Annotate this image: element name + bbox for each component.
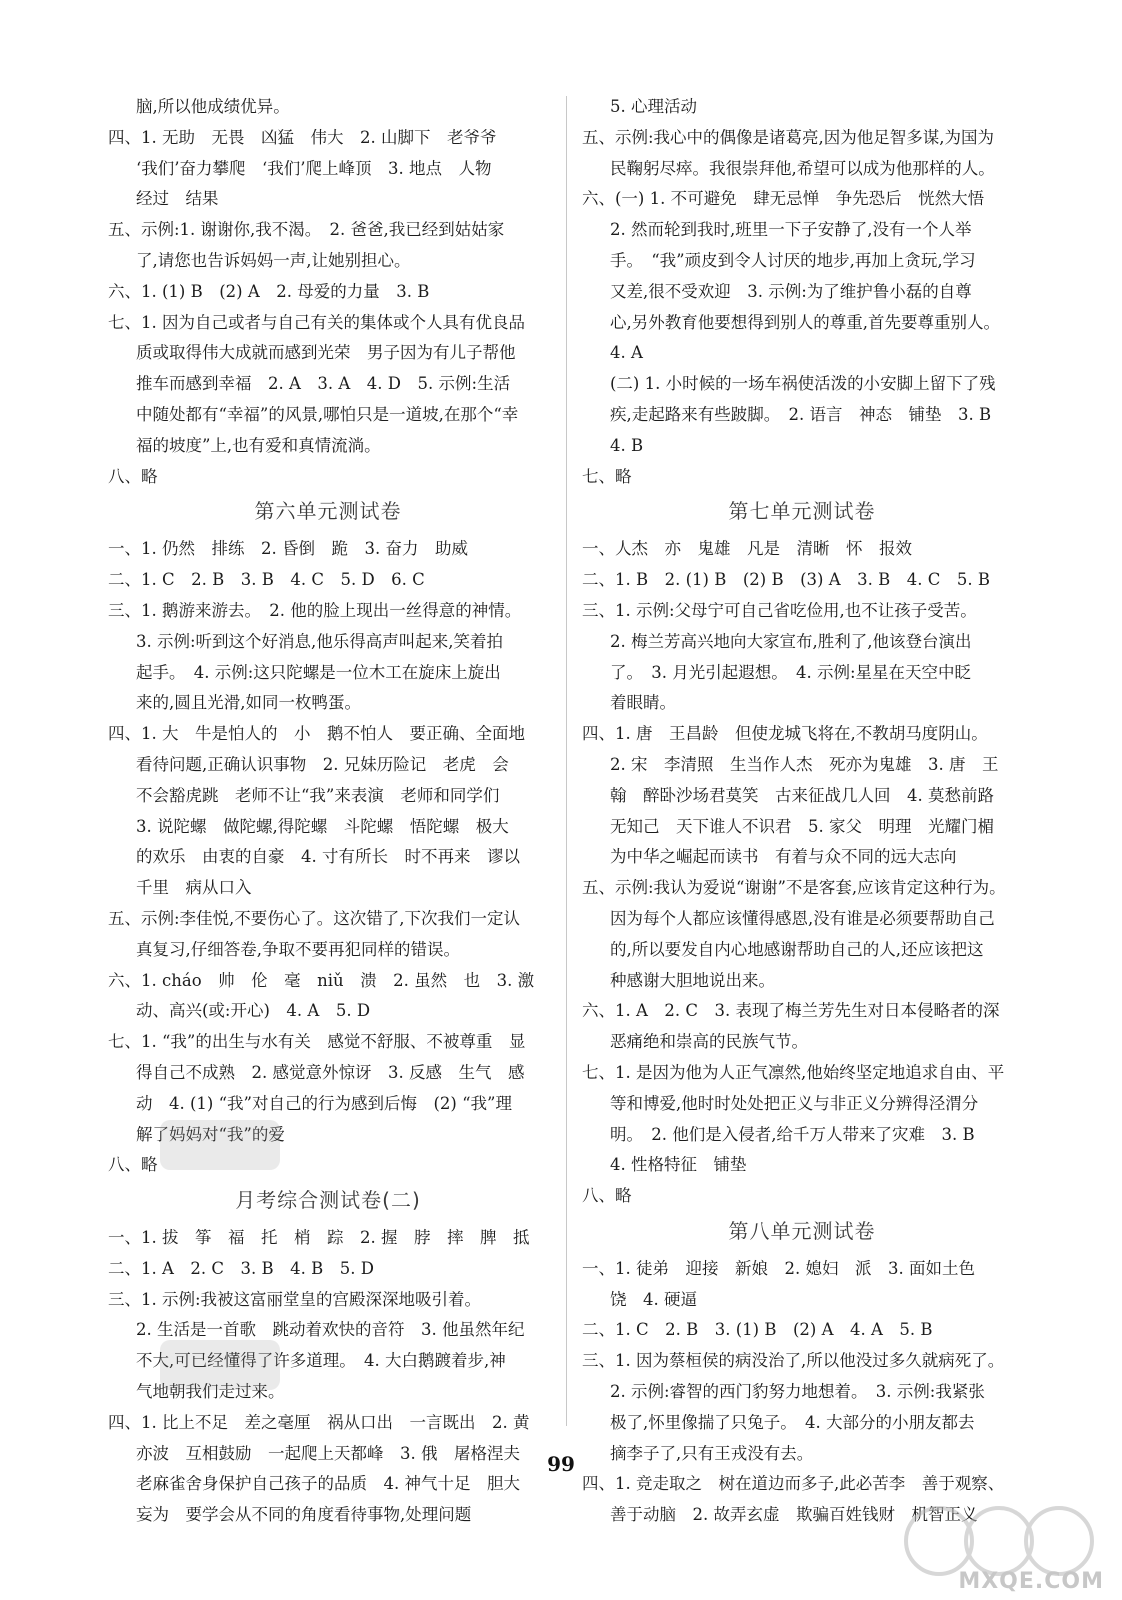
answer-line: 八、略 bbox=[108, 466, 158, 486]
answer-line: 疾,走起路来有些跛脚。 2. 语言 神态 铺垫 3. B bbox=[610, 404, 992, 424]
answer-line: 4. B bbox=[610, 435, 644, 455]
answer-line: 动、高兴(或:开心) 4. A 5. D bbox=[136, 1001, 371, 1021]
section-title: 月考综合测试卷(二) bbox=[235, 1188, 421, 1213]
answer-line: 七、略 bbox=[582, 466, 632, 486]
answer-line: 3. 示例:听到这个好消息,他乐得高声叫起来,笑着拍 bbox=[136, 631, 504, 651]
watermark-stamp bbox=[160, 1340, 280, 1390]
answer-line: 中随处都有“幸福”的风景,哪怕只是一道坡,在那个“幸 bbox=[136, 404, 519, 424]
answer-line: 一、1. 徒弟 迎接 新娘 2. 媳妇 派 3. 面如土色 bbox=[582, 1258, 975, 1278]
answer-line: (二) 1. 小时候的一场车祸使活泼的小安脚上留下了残 bbox=[610, 374, 996, 394]
section-title: 第六单元测试卷 bbox=[254, 499, 402, 524]
answer-line: 四、1. 竞走取之 树在道边而多子,此必苦李 善于观察、 bbox=[582, 1474, 1005, 1494]
answer-line: 五、示例:我心中的偶像是诸葛亮,因为他足智多谋,为国为 bbox=[582, 127, 995, 147]
answer-line: 三、1. 示例:我被这富丽堂皇的宫殿深深地吸引着。 bbox=[108, 1289, 482, 1309]
answer-line: 起手。 4. 示例:这只陀螺是一位木工在旋床上旋出 bbox=[136, 662, 501, 682]
answer-line: 极了,怀里像揣了只兔子。 4. 大部分的小朋友都去 bbox=[610, 1412, 975, 1432]
answer-line: 三、1. 示例:父母宁可自己省吃俭用,也不让孩子受苦。 bbox=[582, 600, 977, 620]
answer-line: 2. 梅兰芳高兴地向大家宣布,胜利了,他该登台演出 bbox=[610, 631, 972, 651]
answer-line: 2. 生活是一首歌 跳动着欢快的音符 3. 他虽然年纪 bbox=[136, 1320, 525, 1340]
answer-line: 动 4. (1) “我”对自己的行为感到后悔 (2) “我”理 bbox=[136, 1093, 512, 1113]
answer-line: 六、(一) 1. 不可避免 肆无忌惮 争先恐后 恍然大悟 bbox=[582, 189, 985, 209]
answer-line: 种感谢大胆地说出来。 bbox=[610, 970, 775, 990]
answer-line: 八、略 bbox=[582, 1186, 632, 1206]
watermark-logo bbox=[894, 1506, 1104, 1596]
answer-line: 不大,可已经懂得了许多道理。 4. 大白鹅踱着步,神 bbox=[136, 1351, 506, 1371]
answer-line: 5. 心理活动 bbox=[610, 97, 697, 116]
answer-line: 的,所以要发自内心地感谢帮助自己的人,还应该把这 bbox=[610, 939, 984, 959]
section-title: 第七单元测试卷 bbox=[728, 499, 876, 524]
answer-line: 六、1. cháo 帅 伦 毫 niǔ 溃 2. 虽然 也 3. 激 bbox=[108, 970, 535, 990]
answer-line: 福的坡度”上,也有爱和真情流淌。 bbox=[136, 435, 381, 455]
answer-line: 善于动脑 2. 故弄玄虚 欺骗百姓钱财 机智正义 bbox=[610, 1505, 978, 1525]
answer-line: ‘我们’奋力攀爬 ‘我们’爬上峰顶 3. 地点 人物 bbox=[136, 158, 492, 178]
answer-line: 五、示例:李佳悦,不要伤心了。这次错了,下次我们一定认 bbox=[108, 908, 521, 928]
answer-line: 四、1. 大 牛是怕人的 小 鹅不怕人 要正确、全面地 bbox=[108, 724, 525, 744]
answer-line: 因为每个人都应该懂得感恩,没有谁是必须要帮助自己 bbox=[610, 908, 995, 928]
answer-line: 七、1. 因为自己或者与自己有关的集体或个人具有优良品 bbox=[108, 312, 525, 332]
answer-line: 经过 结果 bbox=[136, 189, 219, 209]
left-column bbox=[108, 92, 548, 1531]
answer-line: 2. 然而轮到我时,班里一下子安静了,没有一个人举 bbox=[610, 220, 972, 240]
answer-line: 千里 病从口入 bbox=[136, 878, 252, 898]
answer-line: 民鞠躬尽瘁。我很崇拜他,希望可以成为他那样的人。 bbox=[610, 158, 995, 178]
answer-line: 明。 2. 他们是入侵者,给千万人带来了灾难 3. B bbox=[610, 1124, 975, 1144]
answer-line: 翰 醉卧沙场君莫笑 古来征战几人回 4. 莫愁前路 bbox=[610, 785, 994, 805]
answer-line: 为中华之崛起而读书 有着与众不同的远大志向 bbox=[610, 847, 957, 867]
answer-line: 气地朝我们走过来。 bbox=[136, 1382, 285, 1402]
answer-line: 一、1. 拔 筝 福 托 梢 踪 2. 握 脖 摔 脾 抵 bbox=[108, 1228, 530, 1248]
answer-line: 脑,所以他成绩优异。 bbox=[136, 97, 290, 116]
answer-line: 3. 说陀螺 做陀螺,得陀螺 斗陀螺 悟陀螺 极大 bbox=[136, 816, 509, 836]
answer-line: 得自己不成熟 2. 感觉意外惊讶 3. 反感 生气 感 bbox=[136, 1062, 525, 1082]
answer-line: 四、1. 无助 无畏 凶猛 伟大 2. 山脚下 老爷爷 bbox=[108, 127, 497, 147]
answer-line: 七、1. “我”的出生与水有关 感觉不舒服、不被尊重 显 bbox=[108, 1032, 526, 1052]
answer-line: 饶 4. 硬逼 bbox=[610, 1289, 697, 1309]
answer-line: 质或取得伟大成就而感到光荣 男子因为有儿子帮他 bbox=[136, 343, 516, 363]
answer-line: 等和博爱,他时时处处把正义与非正义分辨得泾渭分 bbox=[610, 1093, 979, 1113]
answer-line: 六、1. (1) B (2) A 2. 母爱的力量 3. B bbox=[108, 281, 430, 301]
answer-line: 了,请您也告诉妈妈一声,让她别担心。 bbox=[136, 250, 411, 270]
answer-line: 真复习,仔细答卷,争取不要再犯同样的错误。 bbox=[136, 939, 460, 959]
answer-line: 手。 “我”顽皮到令人讨厌的地步,再加上贪玩,学习 bbox=[610, 250, 976, 270]
answer-line: 二、1. C 2. B 3. (1) B (2) A 4. A 5. B bbox=[582, 1320, 933, 1340]
answer-line: 4. 性格特征 铺垫 bbox=[610, 1155, 747, 1175]
answer-line: 4. A bbox=[610, 343, 643, 363]
answer-line: 着眼睛。 bbox=[610, 693, 676, 713]
answer-line: 六、1. A 2. C 3. 表现了梅兰芳先生对日本侵略者的深 bbox=[582, 1001, 1000, 1021]
answer-line: 又差,很不受欢迎 3. 示例:为了维护鲁小磊的自尊 bbox=[610, 281, 972, 301]
page-number: 99 bbox=[547, 1452, 575, 1476]
answer-line: 2. 示例:睿智的西门豹努力地想着。 3. 示例:我紧张 bbox=[610, 1382, 985, 1402]
answer-line: 四、1. 唐 王昌龄 但使龙城飞将在,不教胡马度阴山。 bbox=[582, 724, 988, 744]
answer-line: 2. 宋 李清照 生当作人杰 死亦为鬼雄 3. 唐 王 bbox=[610, 754, 999, 774]
column-divider bbox=[566, 96, 567, 1426]
watermark-url: MXQE.COM bbox=[958, 1569, 1104, 1594]
answer-line: 五、示例:我认为爱说“谢谢”不是客套,应该肯定这种行为。 bbox=[582, 878, 1006, 898]
right-column bbox=[582, 92, 1022, 1531]
answer-line: 老麻雀舍身保护自己孩子的品质 4. 神气十足 胆大 bbox=[136, 1474, 520, 1494]
answer-line: 四、1. 比上不足 差之毫厘 祸从口出 一言既出 2. 黄 bbox=[108, 1412, 530, 1432]
answer-line: 三、1. 因为蔡桓侯的病没治了,所以他没过多久就病死了。 bbox=[582, 1351, 1005, 1371]
answer-line: 的欢乐 由衷的自豪 4. 寸有所长 时不再来 谬以 bbox=[136, 847, 520, 867]
answer-line: 一、人杰 亦 鬼雄 凡是 清晰 怀 报效 bbox=[582, 539, 912, 559]
answer-line: 八、略 bbox=[108, 1155, 158, 1175]
answer-line: 二、1. A 2. C 3. B 4. B 5. D bbox=[108, 1258, 374, 1278]
answer-line: 亦波 互相鼓励 一起爬上天都峰 3. 俄 屠格涅夫 bbox=[136, 1443, 520, 1463]
answer-line: 二、1. B 2. (1) B (2) B (3) A 3. B 4. C 5. B bbox=[582, 570, 990, 590]
answer-line: 恶痛绝和崇高的民族气节。 bbox=[610, 1032, 808, 1052]
answer-line: 七、1. 是因为他为人正气凛然,他始终坚定地追求自由、平 bbox=[582, 1062, 1005, 1082]
answer-line: 摘李子了,只有王戎没有去。 bbox=[610, 1443, 814, 1463]
answer-line: 看待问题,正确认识事物 2. 兄妹历险记 老虎 会 bbox=[136, 754, 509, 774]
answer-line: 了。 3. 月光引起遐想。 4. 示例:星星在天空中眨 bbox=[610, 662, 972, 682]
answer-line: 三、1. 鹅游来游去。 2. 他的脸上现出一丝得意的神情。 bbox=[108, 600, 522, 620]
answer-line: 无知己 天下谁人不识君 5. 家父 明理 光耀门楣 bbox=[610, 816, 994, 836]
answer-line: 五、示例:1. 谢谢你,我不渴。 2. 爸爸,我已经到姑姑家 bbox=[108, 220, 505, 240]
answer-line: 心,另外教育他要想得到别人的尊重,首先要尊重别人。 bbox=[610, 312, 1000, 332]
watermark-ring-icon bbox=[1024, 1506, 1094, 1576]
watermark-stamp bbox=[160, 1120, 280, 1170]
answer-line: 二、1. C 2. B 3. B 4. C 5. D 6. C bbox=[108, 570, 425, 590]
answer-line: 来的,圆且光滑,如同一枚鸭蛋。 bbox=[136, 693, 361, 713]
section-title: 第八单元测试卷 bbox=[728, 1218, 876, 1243]
answer-line: 妄为 要学会从不同的角度看待事物,处理问题 bbox=[136, 1505, 472, 1525]
answer-line: 解了妈妈对“我”的爱 bbox=[136, 1124, 285, 1144]
answer-line: 一、1. 仍然 排练 2. 昏倒 跪 3. 奋力 助威 bbox=[108, 539, 468, 559]
answer-line: 不会豁虎跳 老师不让“我”来表演 老师和同学们 bbox=[136, 785, 500, 805]
answer-line: 推车而感到幸福 2. A 3. A 4. D 5. 示例:生活 bbox=[136, 374, 511, 394]
